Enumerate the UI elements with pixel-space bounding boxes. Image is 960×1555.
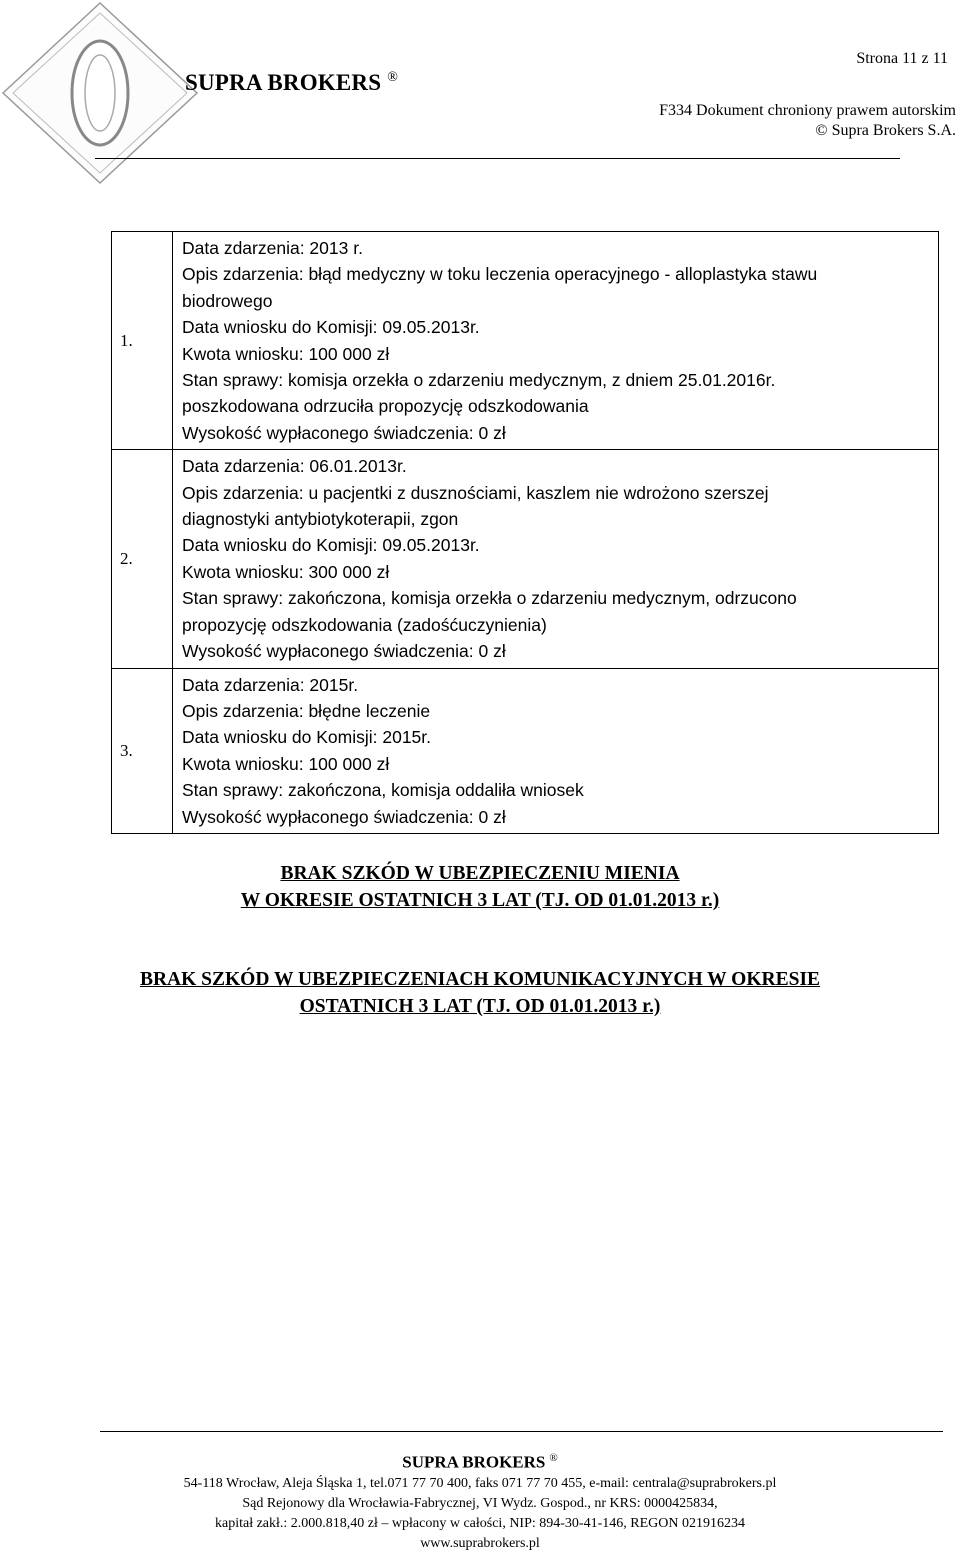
claim-details [173, 450, 939, 668]
footer-divider [100, 1431, 943, 1432]
claim-line: Wysokość wypłaconego świadczenia: 0 zł [182, 422, 506, 443]
claim-line: biodrowego [182, 290, 273, 311]
footer-registered-mark: ® [549, 1452, 558, 1464]
claim-details [173, 668, 939, 833]
claim-line: poszkodowana odrzuciła propozycję odszkodowania [182, 396, 589, 417]
claim-line: Wysokość wypłaconego świadczenia: 0 zł [182, 641, 506, 662]
supra-brokers-logo [0, 0, 210, 195]
footer-company-name [0, 1447, 960, 1474]
claim-line: diagnostyki antybiotykoterapii, zgon [182, 509, 459, 530]
table-row [112, 450, 939, 668]
claim-line: Data zdarzenia: 2013 r. [182, 238, 363, 258]
claim-number: 3. [112, 668, 173, 833]
claim-line: Data zdarzenia: 06.01.2013r. [182, 456, 407, 477]
footer-website: www.suprabrokers.pl [420, 1535, 540, 1551]
copyright-line: © Supra Brokers S.A. [815, 122, 956, 139]
claim-line: Wysokość wypłaconego świadczenia: 0 zł [182, 806, 506, 827]
footer-company-text: SUPRA BROKERS [402, 1452, 546, 1472]
page-footer [0, 1447, 960, 1554]
company-name [185, 70, 398, 96]
claim-number: 2. [112, 450, 173, 668]
claim-number: 1. [112, 232, 173, 450]
table-row [112, 232, 939, 450]
claim-line: Opis zdarzenia: błędne leczenie [182, 700, 431, 721]
claim-line: Stan sprawy: komisja orzekła o zdarzeniu medycznym, z dniem 25.01.2016r. [182, 370, 776, 391]
claim-line: Data wniosku do Komisji: 09.05.2013r. [182, 535, 480, 556]
property-insurance-notice [0, 860, 960, 914]
copyright-notice [659, 101, 956, 141]
page-number: Strona 11 z 11 [856, 50, 948, 67]
claim-details [173, 232, 939, 450]
company-name-text: SUPRA BROKERS [185, 70, 382, 95]
claim-line: Data zdarzenia: 2015r. [182, 674, 359, 695]
claim-line: Stan sprawy: zakończona, komisja orzekła o zdarzeniu medycznym, odrzucono [182, 588, 797, 609]
motor-insurance-notice [0, 966, 960, 1020]
claims-table [111, 231, 939, 834]
header-divider [95, 158, 900, 159]
footer-address: 54-118 Wrocław, Aleja Śląska 1, tel.071 77 70 400, faks 071 77 70 455, e-mail: centrala@suprabrokers.pl [183, 1475, 777, 1491]
notice-line: OSTATNICH 3 LAT (TJ. OD 01.01.2013 r.) [299, 996, 661, 1017]
claim-line: Kwota wniosku: 100 000 zł [182, 343, 390, 364]
notice-line: BRAK SZKÓD W UBEZPIECZENIU MIENIA [280, 863, 680, 884]
claim-line: propozycję odszkodowania (zadośćuczynienia) [182, 614, 547, 635]
notice-line: BRAK SZKÓD W UBEZPIECZENIACH KOMUNIKACYJNYCH W OKRESIE [139, 969, 821, 990]
document-protection-notice: F334 Dokument chroniony prawem autorskim [659, 102, 956, 119]
footer-court-registration: Sąd Rejonowy dla Wrocławia-Fabrycznej, VI Wydz. Gospod., nr KRS: 0000425834, [242, 1495, 718, 1511]
claim-line: Kwota wniosku: 100 000 zł [182, 753, 390, 774]
footer-capital: kapitał zakł.: 2.000.818,40 zł – wpłacony w całości, NIP: 894-30-41-146, REGON 021916234 [215, 1515, 745, 1531]
claim-line: Opis zdarzenia: błąd medyczny w toku leczenia operacyjnego - alloplastyka stawu [182, 264, 818, 285]
claim-line: Opis zdarzenia: u pacjentki z dusznościami, kaszlem nie wdrożono szerszej [182, 482, 769, 503]
registered-mark: ® [387, 70, 399, 86]
notice-line: W OKRESIE OSTATNICH 3 LAT (TJ. OD 01.01.2013 r.) [240, 890, 720, 911]
claim-line: Data wniosku do Komisji: 2015r. [182, 727, 432, 748]
table-row [112, 668, 939, 833]
claim-line: Data wniosku do Komisji: 09.05.2013r. [182, 317, 480, 338]
claim-line: Kwota wniosku: 300 000 zł [182, 561, 390, 582]
claim-line: Stan sprawy: zakończona, komisja oddaliła wniosek [182, 780, 584, 801]
